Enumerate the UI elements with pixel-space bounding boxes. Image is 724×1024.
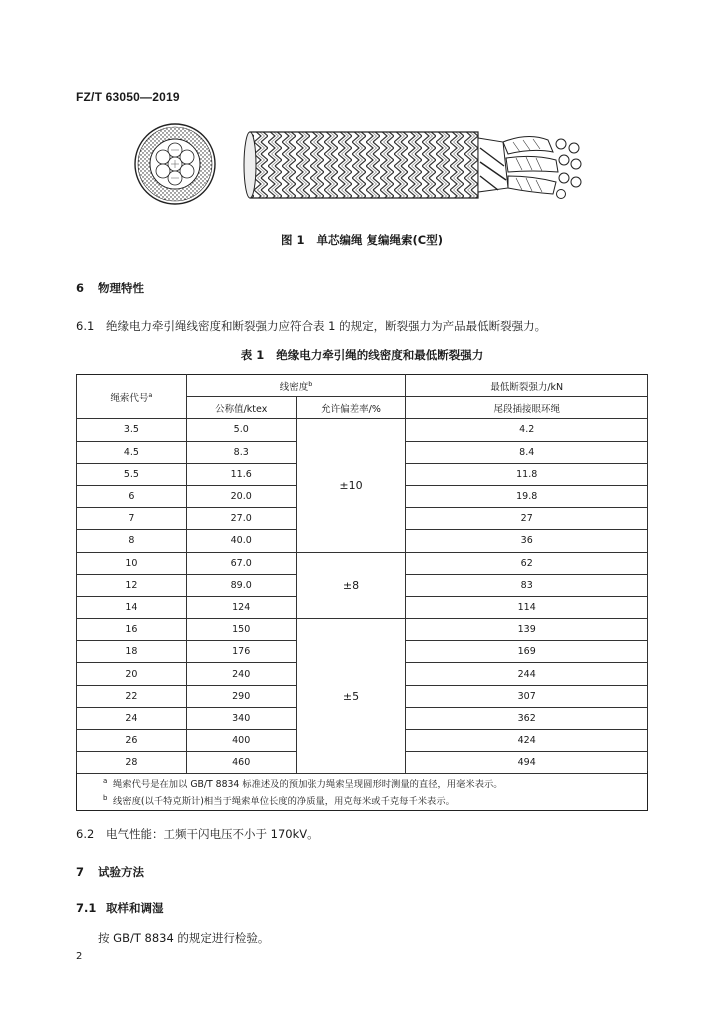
header-nominal: 公称值/ktex bbox=[186, 397, 296, 419]
cell-nominal: 40.0 bbox=[186, 530, 296, 552]
cell-code: 28 bbox=[77, 752, 187, 774]
cell-strength: 11.8 bbox=[406, 463, 648, 485]
cell-code: 10 bbox=[77, 552, 187, 574]
cell-nominal: 27.0 bbox=[186, 508, 296, 530]
cell-strength: 244 bbox=[406, 663, 648, 685]
cell-strength: 169 bbox=[406, 641, 648, 663]
cell-code: 12 bbox=[77, 574, 187, 596]
cell-code: 7 bbox=[77, 508, 187, 530]
cell-code: 6 bbox=[77, 485, 187, 507]
cell-nominal: 176 bbox=[186, 641, 296, 663]
clause-7-1-number: 7.1 bbox=[76, 901, 97, 915]
cell-strength: 36 bbox=[406, 530, 648, 552]
cell-nominal: 340 bbox=[186, 707, 296, 729]
clause-6-1-number: 6.1 bbox=[76, 319, 95, 333]
standard-code: FZ/T 63050—2019 bbox=[76, 90, 180, 104]
figure-caption bbox=[0, 232, 724, 248]
clause-7-1-title: 取样和调湿 bbox=[106, 901, 164, 915]
cell-strength: 83 bbox=[406, 574, 648, 596]
clause-6-2-text: 电气性能：工频干闪电压不小于 170kV。 bbox=[106, 827, 319, 841]
cell-code: 16 bbox=[77, 619, 187, 641]
header-tolerance: 允许偏差率/% bbox=[296, 397, 406, 419]
clause-6-1-text: 绝缘电力牵引绳线密度和断裂强力应符合表 1 的规定，断裂强力为产品最低断裂强力。 bbox=[106, 319, 547, 333]
density-strength-table bbox=[76, 374, 648, 774]
cell-nominal: 11.6 bbox=[186, 463, 296, 485]
section-7-heading bbox=[76, 864, 144, 880]
clause-6-2 bbox=[76, 826, 319, 842]
cell-strength: 19.8 bbox=[406, 485, 648, 507]
page-number: 2 bbox=[76, 951, 83, 962]
cell-nominal: 89.0 bbox=[186, 574, 296, 596]
cell-nominal: 400 bbox=[186, 730, 296, 752]
rope-figure bbox=[128, 118, 608, 214]
cell-code: 3.5 bbox=[77, 419, 187, 441]
cell-nominal: 150 bbox=[186, 619, 296, 641]
table-number: 表 1 bbox=[240, 348, 265, 362]
cell-code: 14 bbox=[77, 596, 187, 618]
note-b: b 线密度(以千特克斯计)相当于绳索单位长度的净质量，用克每米或千克每千米表示。 bbox=[103, 793, 455, 807]
cell-strength: 114 bbox=[406, 596, 648, 618]
table-row bbox=[77, 619, 648, 641]
note-a: a 绳索代号是在加以 GB/T 8834 标准述及的预加张力绳索呈现圆形时测量的直径，用毫米表示。 bbox=[103, 776, 503, 790]
header-strength: 最低断裂强力/kN bbox=[406, 375, 648, 397]
cell-nominal: 5.0 bbox=[186, 419, 296, 441]
cell-code: 18 bbox=[77, 641, 187, 663]
cell-strength: 139 bbox=[406, 619, 648, 641]
clause-7-1-text: 按 GB/T 8834 的规定进行检验。 bbox=[98, 931, 270, 945]
cell-strength: 424 bbox=[406, 730, 648, 752]
cell-nominal: 20.0 bbox=[186, 485, 296, 507]
table-row bbox=[77, 419, 648, 441]
cross-section-diagram bbox=[135, 124, 215, 204]
section-6-heading bbox=[76, 280, 144, 296]
cell-code: 4.5 bbox=[77, 441, 187, 463]
cell-nominal: 240 bbox=[186, 663, 296, 685]
table-notes bbox=[76, 771, 648, 811]
table-caption bbox=[0, 347, 724, 363]
cell-strength: 4.2 bbox=[406, 419, 648, 441]
cell-strength: 27 bbox=[406, 508, 648, 530]
section-6-number: 6 bbox=[76, 281, 85, 295]
cell-tolerance: ±5 bbox=[296, 619, 406, 774]
cell-strength: 307 bbox=[406, 685, 648, 707]
cell-code: 24 bbox=[77, 707, 187, 729]
header-strength-sub: 尾段插接眼环绳 bbox=[406, 397, 648, 419]
cell-nominal: 67.0 bbox=[186, 552, 296, 574]
clause-6-1 bbox=[76, 318, 546, 334]
cell-nominal: 460 bbox=[186, 752, 296, 774]
figure-number: 图 1 bbox=[281, 233, 305, 247]
cell-nominal: 290 bbox=[186, 685, 296, 707]
table-row bbox=[77, 552, 648, 574]
cell-code: 5.5 bbox=[77, 463, 187, 485]
cell-code: 26 bbox=[77, 730, 187, 752]
cell-strength: 8.4 bbox=[406, 441, 648, 463]
section-6-title: 物理特性 bbox=[98, 281, 144, 295]
cell-code: 8 bbox=[77, 530, 187, 552]
cell-tolerance: ±8 bbox=[296, 552, 406, 619]
header-code: 绳索代号$^a$ bbox=[77, 375, 187, 419]
clause-6-2-number: 6.2 bbox=[76, 827, 95, 841]
figure-title: 单芯编绳 复编绳索(C型) bbox=[316, 233, 443, 247]
header-density: 线密度$^b$ bbox=[186, 375, 406, 397]
cell-strength: 494 bbox=[406, 752, 648, 774]
table-title: 绝缘电力牵引绳的线密度和最低断裂强力 bbox=[276, 348, 484, 362]
cell-tolerance: ±10 bbox=[296, 419, 406, 552]
section-7-number: 7 bbox=[76, 865, 85, 879]
cell-code: 20 bbox=[77, 663, 187, 685]
cell-code: 22 bbox=[77, 685, 187, 707]
cell-nominal: 124 bbox=[186, 596, 296, 618]
cell-nominal: 8.3 bbox=[186, 441, 296, 463]
cell-strength: 62 bbox=[406, 552, 648, 574]
clause-7-1-heading bbox=[76, 900, 164, 916]
section-7-title: 试验方法 bbox=[98, 865, 144, 879]
cell-strength: 362 bbox=[406, 707, 648, 729]
braided-rope-diagram bbox=[244, 132, 581, 199]
